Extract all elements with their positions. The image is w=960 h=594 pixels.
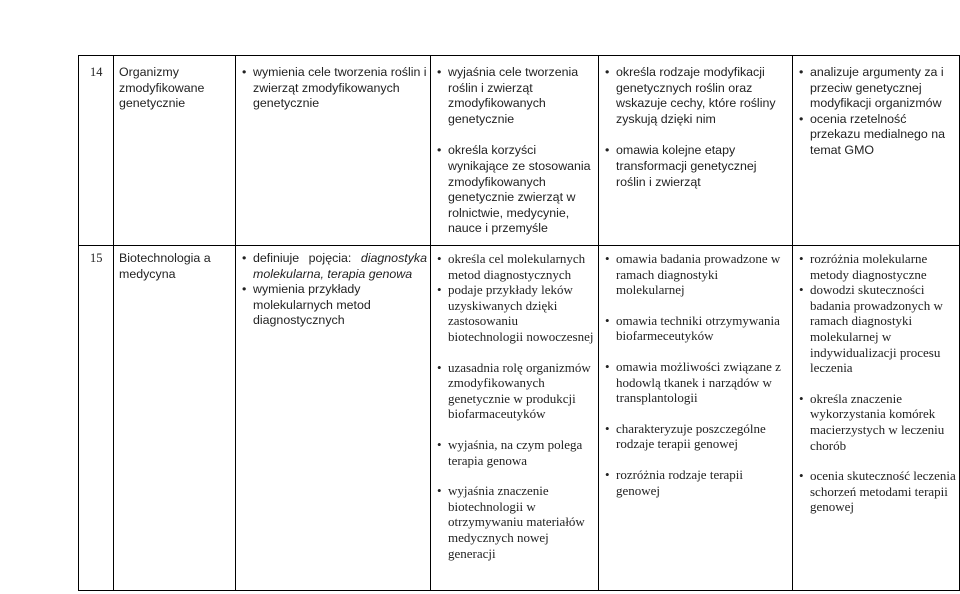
curriculum-table [78,55,960,591]
row-number: 15 [79,246,114,591]
list-item: • omawia kolejne etapy transformacji genetycznej roślin i zwierząt [604,143,789,190]
list-item: • ocenia rzetelność przekazu medialnego na temat GMO [798,112,956,159]
requirements-cell [431,246,599,591]
list-item: • wymienia przykłady molekularnych metod diagnostycznych [241,282,427,329]
list-item: • uzasadnia rolę organizmów zmodyfikowanych genetycznie w produkcji biofarmaceutyków [436,360,595,422]
list-item: • wyjaśnia cele tworzenia roślin i zwierząt zmodyfikowanych genetycznie [436,65,595,127]
list-item: • określa cel molekularnych metod diagnostycznych [436,251,595,282]
list-item: • określa rodzaje modyfikacji genetycznych roślin oraz wskazuje cechy, które rośliny zyskują dzięki nim [604,65,789,127]
list-item: • podaje przykłady leków uzyskiwanych dzięki zastosowaniu biotechnologii nowoczesnej [436,282,595,344]
list-item: • określa korzyści wynikające ze stosowania zmodyfikowanych genetycznie zwierząt w rolnictwie, medycynie, nauce i przemyśle [436,143,595,237]
topic-cell: Organizmy zmodyfikowane genetycznie [114,56,236,246]
requirements-cell [793,246,960,591]
list-item: • wymienia cele tworzenia roślin i zwierząt zmodyfikowanych genetycznie [241,65,427,112]
list-item: • ocenia skuteczność leczenia schorzeń metodami terapii genowej [798,468,956,515]
list-item: • wyjaśnia, na czym polega terapia genowa [436,437,595,468]
requirements-cell [599,56,793,246]
requirements-cell [236,56,431,246]
table-row [79,56,960,246]
row-number: 14 [79,56,114,246]
list-item: • określa znaczenie wykorzystania komórek macierzystych w leczeniu chorób [798,391,956,453]
table-row [79,246,960,591]
list-item: • omawia techniki otrzymywania biofarmeceutyków [604,313,789,344]
requirements-cell [793,56,960,246]
list-item: • omawia możliwości związane z hodowlą tkanek i narządów w transplantologii [604,359,789,406]
list-item: • omawia badania prowadzone w ramach diagnostyki molekularnej [604,251,789,298]
requirements-cell [236,246,431,591]
list-item: • dowodzi skuteczności badania prowadzonych w ramach diagnostyki molekularnej w indywidualizacji procesu leczenia [798,282,956,376]
requirements-cell [431,56,599,246]
list-item: • analizuje argumenty za i przeciw genetycznej modyfikacji organizmów [798,65,956,112]
requirements-cell [599,246,793,591]
list-item: • rozróżnia molekularne metody diagnostyczne [798,251,956,282]
list-item: • rozróżnia rodzaje terapii genowej [604,467,789,498]
list-item: • charakteryzuje poszczególne rodzaje terapii genowej [604,421,789,452]
topic-cell: Biotechnologia a medycyna [114,246,236,591]
list-item: • wyjaśnia znaczenie biotechnologii w otrzymywaniu materiałów medycznych nowej generacji [436,483,595,561]
list-item: • definiuje pojęcia: diagnostyka molekularna, terapia genowa [241,251,427,282]
